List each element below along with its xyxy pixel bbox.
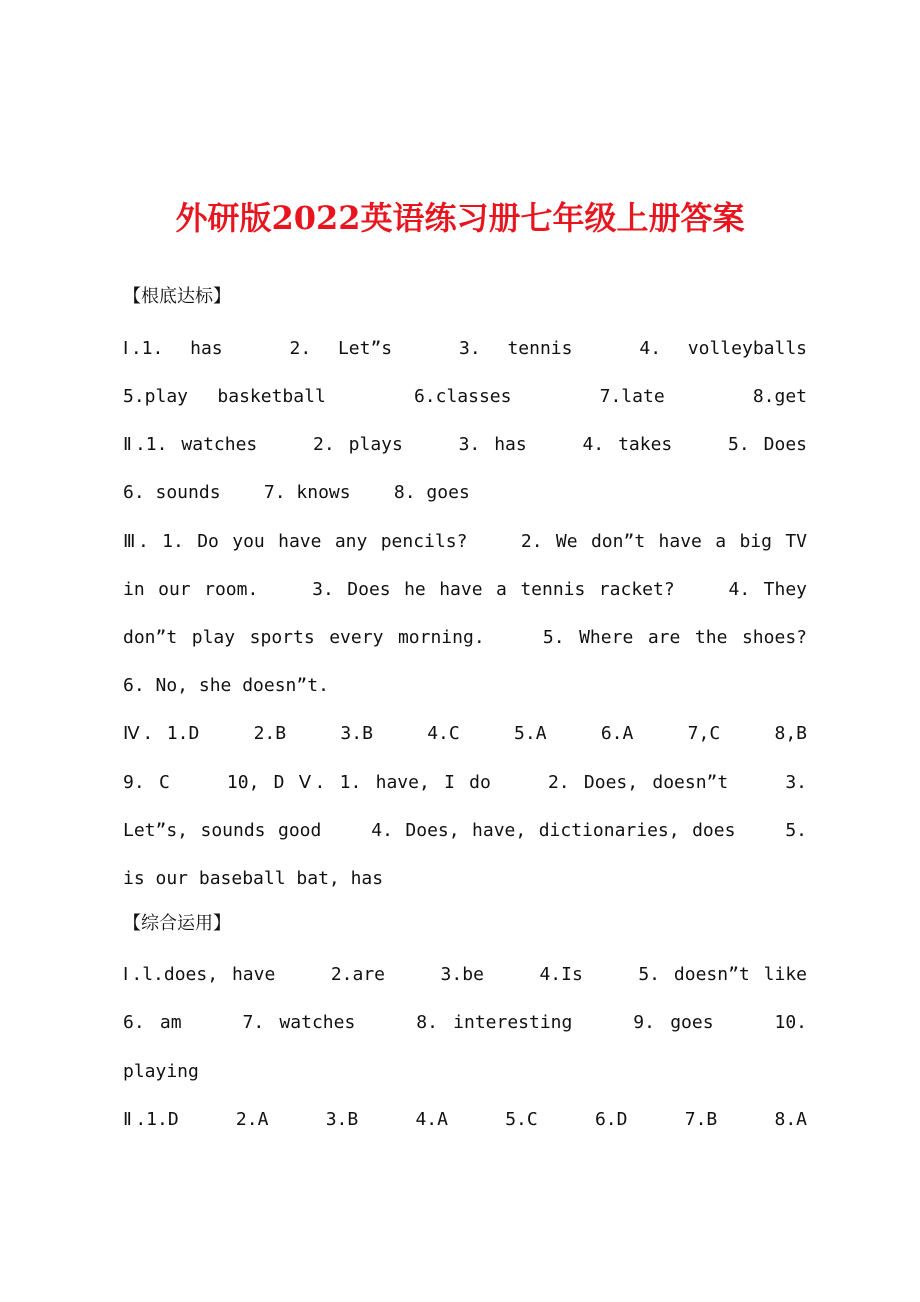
answer-line: 9. C 10, D Ⅴ. 1. have, I do 2. Does, doesn”t 3. bbox=[123, 772, 807, 793]
section-heading-basic: 【根底达标】 bbox=[123, 286, 231, 307]
answer-line: Ⅰ.1. has 2. Let”s 3. tennis 4. volleyballs bbox=[123, 338, 807, 359]
answer-line: Ⅱ.1. watches 2. plays 3. has 4. takes 5. Does bbox=[123, 434, 807, 455]
answer-line: Ⅲ. 1. Do you have any pencils? 2. We don”t have a big TV bbox=[123, 531, 807, 552]
answer-line: Let”s, sounds good 4. Does, have, dictionaries, does 5. bbox=[123, 820, 807, 841]
answer-line: in our room. 3. Does he have a tennis racket? 4. They bbox=[123, 579, 807, 600]
answer-line: Ⅳ. 1.D 2.B 3.B 4.C 5.A 6.A 7,C 8,B bbox=[123, 723, 807, 744]
answer-line: 6. sounds 7. knows 8. goes bbox=[123, 482, 470, 503]
answer-line: playing bbox=[123, 1061, 199, 1082]
section-heading-comprehensive: 【综合运用】 bbox=[123, 913, 231, 934]
answer-line: is our baseball bat, has bbox=[123, 868, 384, 889]
answer-line: don”t play sports every morning. 5. Where are the shoes? bbox=[123, 627, 807, 648]
answer-line: 6. am 7. watches 8. interesting 9. goes 10. bbox=[123, 1012, 807, 1033]
answer-line: 5.play basketball 6.classes 7.late 8.get bbox=[123, 386, 807, 407]
answer-line: 6. No, she doesn”t. bbox=[123, 675, 329, 696]
document-title: 外研版2022英语练习册七年级上册答案 bbox=[175, 199, 745, 237]
answer-line: Ⅰ.l.does, have 2.are 3.be 4.Is 5. doesn”t like bbox=[123, 964, 807, 985]
answer-line: Ⅱ.1.D 2.A 3.B 4.A 5.C 6.D 7.B 8.A bbox=[123, 1109, 807, 1130]
